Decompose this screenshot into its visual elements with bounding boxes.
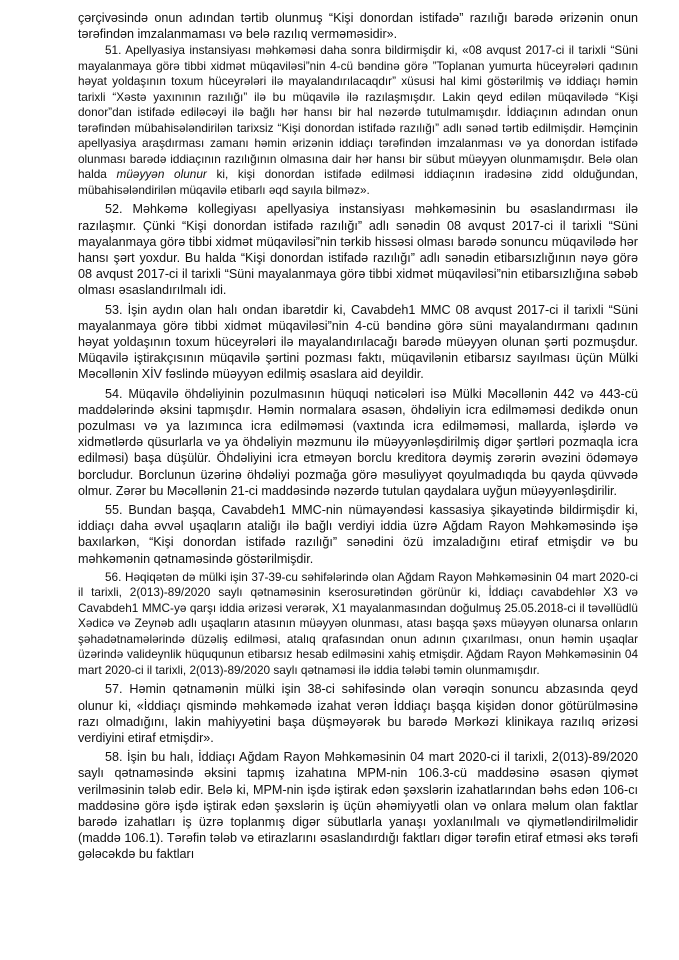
paragraph-51-emphasis: müəyyən olunur: [116, 167, 207, 182]
paragraph-56: 56. Həqiqətən də mülki işin 37-39-cu səhifələrində olan Ağdam Rayon Məhkəməsinin 04 mart 2020-ci il tarixli, 2(013)-89/2020 saylı qətnaməsinin kserosurətindən görünür ki, İddiaçı cavabdehlər X3 və Cavabdeh1 MMC-yə qarşı iddia ərizəsi verərək, X1 mayalanmasından doğulmuş 25.05.2018-ci il təvəllüdlü Xədicə və Zeynəb adlı uşaqların atasının müəyyən olunması, atası başqa şəxs müəyyən olunarsa onların şəhadətnamələrində düzəliş edilməsi, atalıq qrafasından onun adının çıxarılması, onun həmin uşaqlar üzərində valideynlik hüququnun etibarsız hesab edilməsini xahiş etmişdir. Ağdam Rayon Məhkəməsinin 04 mart 2020-ci il tarixli, 2(013)-89/2020 saylı qətnaməsi ilə iddia tələbi təmin olunmamışdır.: [78, 569, 638, 677]
paragraph-51-after: ki, kişi donordan istifadə edilməsi iddiaçının iradəsinə zidd olduğundan, mübahisələndirilən müqavilə etibarlı əqd sayıla bilməz».: [78, 167, 638, 197]
paragraph-50-continuation: çərçivəsində onun adından tərtib olunmuş “Kişi donordan istifadə” razılığı barədə ərizənin onun tərəfindən imzalanmaması və belə razılıq verməməsidir».: [78, 11, 638, 42]
paragraph-58: 58. İşin bu halı, İddiaçı Ağdam Rayon Məhkəməsinin 04 mart 2020-ci il tarixli, 2(013)-89/2020 saylı qətnaməsində əksini tapmış izahatına MPM-nin 106.3-cü maddəsinə əsasən qiymət verilməsinin tələb edir. Belə ki, MPM-nin işdə iştirak edən şəxslərin izahatlarından bəhs edən 106-cı maddəsinə görə işdə iştirak edən şəxslərin iş üçün əhəmiyyətli olan və onlara məlum olan faktlar barədə izahatları iş üzrə toplanmış digər sübutlarla yanaşı yoxlanılmalı və qiymətləndirilməlidir (maddə 106.1). Tərəfin tələb və etirazlarını əsaslandırdığı faktları digər tərəfin etiraf etməsi əks tərəfi gələcəkdə bu faktları: [78, 750, 638, 862]
paragraph-55: 55. Bundan başqa, Cavabdeh1 MMC-nin nümayəndəsi kassasiya şikayətində bildirmişdir ki, iddiaçı daha əvvəl uşaqların ataliğı ilə bağlı verdiyi iddia üzrə Ağdam Rayon Məhkəməsində işə baxılarkən, “Kişi donordan istifadə razılığı” sənədini özü imzaladığını etiraf etmişdir və bu məhkəmənin qətnaməsində göstərilmişdir.: [78, 503, 638, 566]
document-page: [78, 10, 638, 863]
paragraph-54: 54. Müqavilə öhdəliyinin pozulmasının hüquqi nəticələri isə Mülki Məcəllənin 442 və 443-cü maddələrində əksini tapmışdır. Həmin normalara əsasən, öhdəliyin icra edilməməsi dedikdə onun pozulması və ya lazımınca icra edilməməsi (vaxtında icra edilməməsi, mallarda, işlərdə və xidmətlərdə qüsurlarla və ya öhdəliyin məzmunu ilə müəyyənləşdirilmiş digər şərtləri pozmaqla icra edilməsi) başa düşülür. Öhdəliyini icra etməyən borclu kreditora dəymiş zərərin əvəzini ödəməyə borcludur. Borclunun üzərinə öhdəliyi pozmağa görə məsuliyyət qoyulmadıqda bu qayda qüvvədə olmur. Zərər bu Məcəllənin 21-ci maddəsində nəzərdə tutulan qaydalara uyğun müəyyənləşdirilir.: [78, 386, 638, 498]
paragraph-53: 53. İşin aydın olan halı ondan ibarətdir ki, Cavabdeh1 MMC 08 avqust 2017-ci il tarixli “Süni mayalanmaya görə tibbi xidmət müqaviləsi”nin 4-cü bəndinə görə süni mayalandırmanı qadının həyat yoldaşının toxum hüceyrələri ilə mayalandırılacağı barədə müəyyən olunan şərti pozmuşdur. Müqavilə iştirakçısının müqavilə şərtini pozması faktı, müqavilənin etibarsız sayılması üçün Mülki Məcəllənin XİV fəslində müəyyən edilmiş əsaslara aid deyildir.: [78, 302, 638, 382]
paragraph-51-before: 51. Apellyasiya instansiyası məhkəməsi daha sonra bildirmişdir ki, «08 avqust 2017-ci il tarixli “Süni mayalanmaya görə tibbi xidmət müqaviləsi”nin 4-cü bəndinə görə ”Toplanan yumurta hüceyrələri qadının həyat yoldaşının toxum hüceyrələri ilə mayalandırılacaqdır” xüsusi hal kimi göstərilmiş və iddiaçı həmin tarixli “Xəstə yaxınının razılığı” ilə bu müqavilə ilə razılaşmışdır. Lakin qeyd edilən müqavilədə “Kişi donor”dan istifadə ediləcəyi ilə bağlı hər hansı bir hal nəzərdə tutulmamışdır. İddiaçının adından onun tərəfindən mübahisələndirilən tarixsiz “Kişi donordan istifadə razılığı” adlı sənəd tərtib edilmişdir. Həmçinin apellyasiya araşdırması zamanı həmin ərizənin iddiaçı tərəfindən imzalanması və ya donordan istifadə olunması barədə iddiaçının razılığının olmasına dair hər hansı bir sübut müəyyən olunmamışdır. Belə olan halda: [78, 43, 638, 182]
paragraph-57: 57. Həmin qətnamənin mülki işin 38-ci səhifəsində olan vərəqin sonuncu abzasında qeyd olunur ki, «İddiaçı qismində məhkəmədə izahat verən İddiaçı başqa kişidən donor götürülməsinə razı olmadığını, lakin mahiyyətini başa düşməyərək bu barədə Mərkəzi klinikaya razılıq ərizəsi verdiyini etiraf etmişdir».: [78, 682, 638, 745]
paragraph-51: [78, 43, 638, 198]
paragraph-52: 52. Məhkəmə kollegiyası apellyasiya instansiyası məhkəməsinin bu əsaslandırması ilə razılaşmır. Çünki “Kişi donordan istifadə razılığı” adlı sənədin 08 avqust 2017-ci il tarixli “Süni mayalanmaya görə tibbi xidmət müqaviləsi”nin tərkib hissəsi olması barədə sonuncu müqavilədə hər hansı şərt yoxdur. Bu halda “Kişi donordan istifadə razılığı” adlı sənədin etibarsızlığının nəyə görə 08 avqust 2017-ci il tarixli “Süni mayalanmaya görə tibbi xidmət müqaviləsi”nin etibarsızlığına səbəb olması əsaslandırılmalı idi.: [78, 202, 638, 298]
